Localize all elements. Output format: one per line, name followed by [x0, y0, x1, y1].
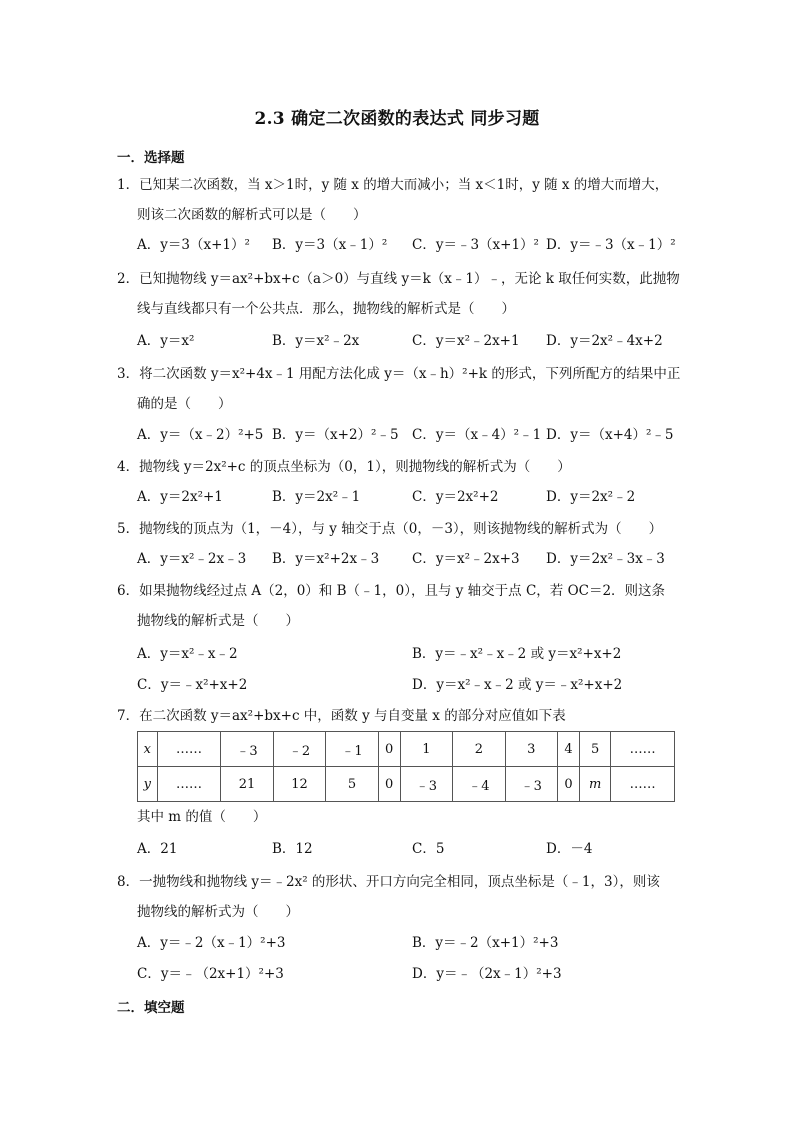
- question-4-option-c: C．y＝2x²+2: [412, 489, 499, 505]
- table-cell: ﹣1: [326, 732, 378, 767]
- question-1-text-cont: 则该二次函数的解析式可以是（ ）: [137, 207, 367, 223]
- question-5-option-d: D．y＝2x²﹣3x﹣3: [546, 551, 665, 567]
- question-7-option-d: D．－4: [546, 841, 593, 857]
- table-cell: ﹣3: [505, 767, 557, 802]
- table-cell: ……: [157, 732, 221, 767]
- question-7-option-a: A．21: [137, 841, 178, 857]
- question-3-text-cont: 确的是（ ）: [137, 396, 232, 412]
- question-6-option-b: B．y＝﹣x²﹣x﹣2 或 y＝x²+x+2: [412, 646, 622, 662]
- table-cell: 3: [505, 732, 557, 767]
- question-6-text: 6．如果抛物线经过点 A（2，0）和 B（﹣1，0），且与 y 轴交于点 C，若 OC＝2．则这条: [117, 583, 666, 599]
- question-1-option-c: C．y＝﹣3（x+1）²: [412, 237, 539, 253]
- section-heading-choice: 一．选择题: [117, 150, 185, 166]
- table-cell: 0: [378, 767, 400, 802]
- table-cell: ﹣4: [453, 767, 505, 802]
- table-cell: 2: [453, 732, 505, 767]
- question-8-option-c: C．y＝﹣（2x+1）²+3: [137, 966, 284, 982]
- question-4-text: 4．抛物线 y＝2x²+c 的顶点坐标为（0，1），则抛物线的解析式为（ ）: [117, 459, 571, 475]
- question-7-option-b: B．12: [272, 841, 313, 857]
- question-3-option-c: C．y＝（x﹣4）²﹣1: [412, 427, 542, 443]
- question-7-text: 7．在二次函数 y＝ax²+bx+c 中，函数 y 与自变量 x 的部分对应值如下表: [117, 708, 566, 724]
- table-cell: 0: [558, 767, 580, 802]
- question-8-option-d: D．y＝﹣（2x﹣1）²+3: [412, 966, 562, 982]
- question-1-option-d: D．y＝﹣3（x﹣1）²: [546, 237, 676, 253]
- question-1-option-b: B．y＝3（x﹣1）²: [272, 237, 388, 253]
- question-5-option-b: B．y＝x²+2x﹣3: [272, 551, 380, 567]
- question-2-option-a: A．y＝x²: [137, 333, 195, 349]
- table-cell: ……: [611, 767, 675, 802]
- table-cell: 21: [221, 767, 273, 802]
- table-cell: y: [138, 767, 158, 802]
- question-2-option-c: C．y＝x²﹣2x+1: [412, 333, 520, 349]
- question-4-option-d: D．y＝2x²﹣2: [546, 489, 636, 505]
- question-7-option-c: C．5: [412, 841, 445, 857]
- question-6-option-d: D．y＝x²﹣x﹣2 或 y＝﹣x²+x+2: [412, 677, 623, 693]
- table-cell: ……: [157, 767, 221, 802]
- question-3-text: 3．将二次函数 y＝x²+4x﹣1 用配方法化成 y＝（x﹣h）²+k 的形式，下列所配方的结果中正: [117, 366, 681, 382]
- question-3-option-d: D．y＝（x+4）²﹣5: [546, 427, 674, 443]
- table-cell: 5: [326, 767, 378, 802]
- question-1-text: 1．已知某二次函数，当 x＞1时，y 随 x 的增大而减小；当 x＜1时，y 随 x 的增大而增大，: [117, 177, 669, 193]
- table-row-y: [138, 767, 675, 802]
- question-4-option-b: B．y＝2x²﹣1: [272, 489, 361, 505]
- section-heading-fill: 二．填空题: [117, 1000, 185, 1016]
- value-table: [137, 731, 675, 802]
- table-cell: ﹣3: [221, 732, 273, 767]
- question-5-text: 5．抛物线的顶点为（1，－4），与 y 轴交于点（0，－3），则该抛物线的解析式为（ ）: [117, 521, 663, 537]
- table-cell: ……: [611, 732, 675, 767]
- question-2-option-d: D．y＝2x²﹣4x+2: [546, 333, 663, 349]
- question-5-option-c: C．y＝x²﹣2x+3: [412, 551, 520, 567]
- question-8-option-b: B．y＝﹣2（x+1）²+3: [412, 935, 559, 951]
- table-cell: m: [579, 767, 610, 802]
- table-cell: 4: [558, 732, 580, 767]
- table-row-x: [138, 732, 675, 767]
- question-5-option-a: A．y＝x²﹣2x﹣3: [137, 551, 247, 567]
- table-cell: ﹣3: [400, 767, 452, 802]
- question-7-text-cont: 其中 m 的值（ ）: [137, 809, 267, 825]
- question-6-text-cont: 抛物线的解析式是（ ）: [137, 613, 299, 629]
- table-cell: 0: [378, 732, 400, 767]
- table-cell: 5: [579, 732, 610, 767]
- question-6-option-a: A．y＝x²﹣x﹣2: [137, 646, 238, 662]
- page-title: 2.3 确定二次函数的表达式 同步习题: [254, 109, 540, 129]
- question-3-option-b: B．y＝（x+2）²﹣5: [272, 427, 399, 443]
- question-8-text: 8．一抛物线和抛物线 y＝﹣2x² 的形状、开口方向完全相同，顶点坐标是（﹣1，3），则该: [117, 874, 660, 890]
- table-cell: 1: [400, 732, 452, 767]
- question-1-option-a: A．y＝3（x+1）²: [137, 237, 250, 253]
- question-3-option-a: A．y＝（x﹣2）²+5: [137, 427, 264, 443]
- question-8-text-cont: 抛物线的解析式为（ ）: [137, 904, 299, 920]
- table-cell: x: [138, 732, 158, 767]
- question-2-option-b: B．y＝x²﹣2x: [272, 333, 360, 349]
- question-8-option-a: A．y＝﹣2（x﹣1）²+3: [137, 935, 286, 951]
- table-cell: 12: [273, 767, 325, 802]
- question-2-text-cont: 线与直线都只有一个公共点．那么，抛物线的解析式是（ ）: [137, 301, 515, 317]
- question-6-option-c: C．y＝﹣x²+x+2: [137, 677, 248, 693]
- question-2-text: 2．已知抛物线 y＝ax²+bx+c（a＞0）与直线 y＝k（x﹣1）﹣，无论 k 取任何实数，此抛物: [117, 271, 680, 287]
- table-cell: ﹣2: [273, 732, 325, 767]
- question-4-option-a: A．y＝2x²+1: [137, 489, 223, 505]
